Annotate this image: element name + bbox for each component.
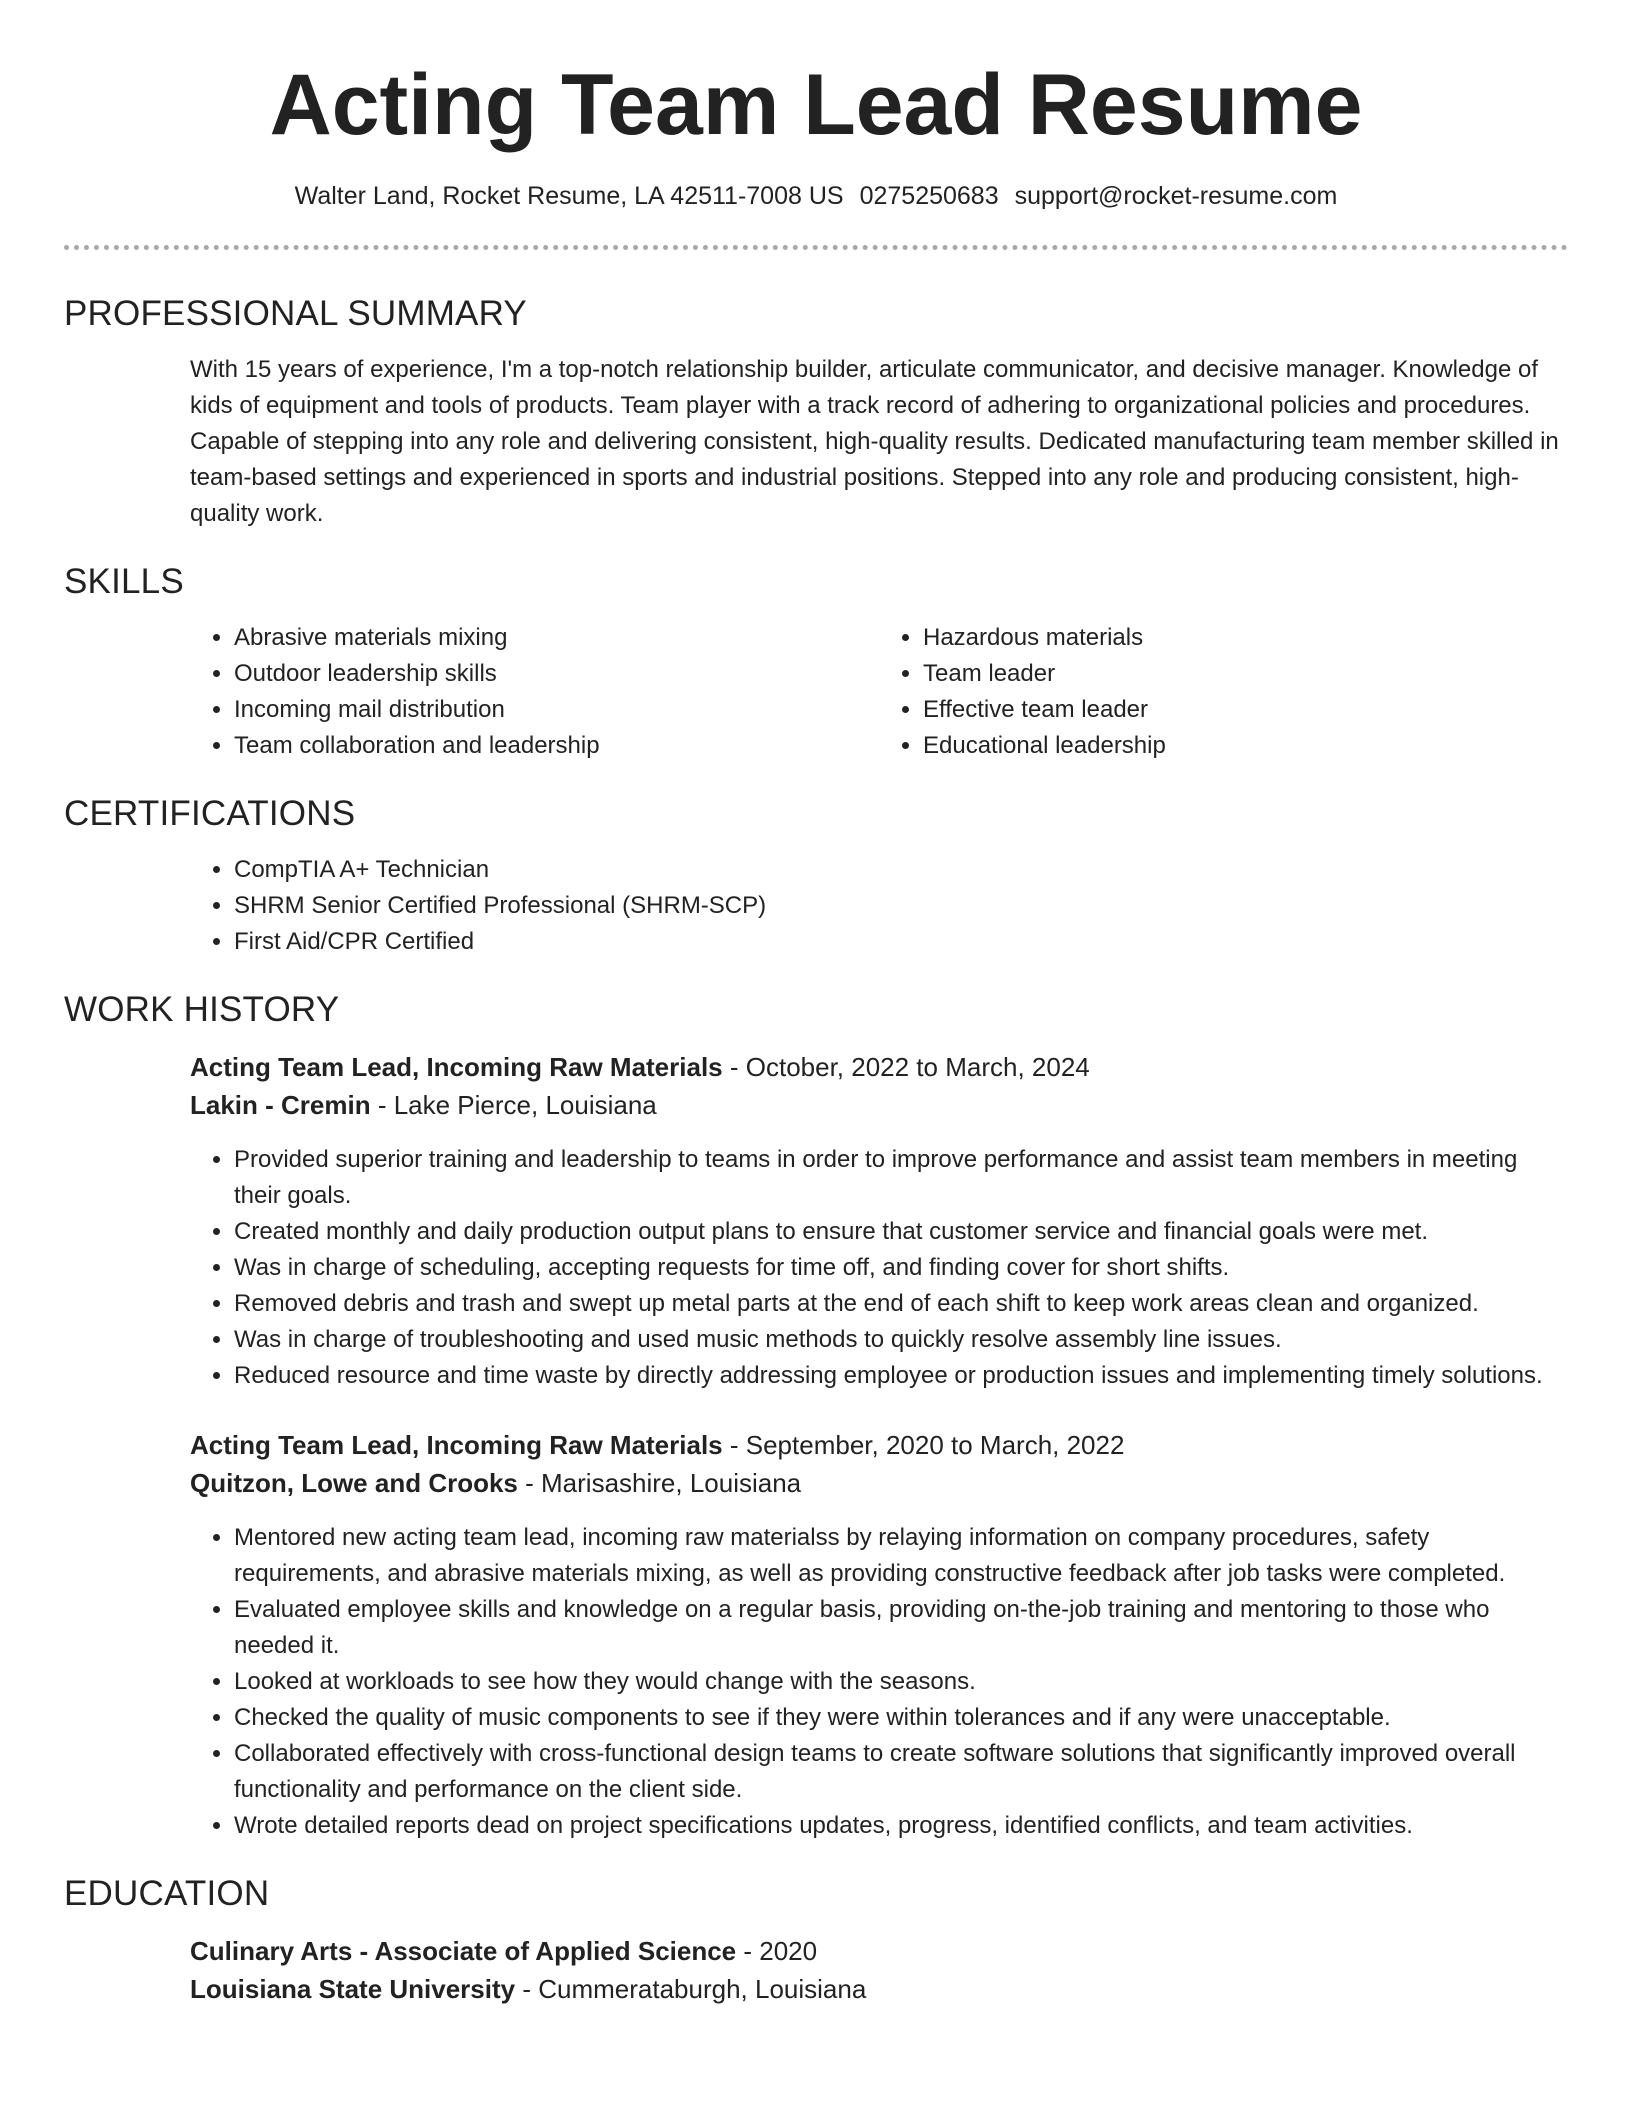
job-company-line: Lakin - Cremin - Lake Pierce, Louisiana bbox=[190, 1090, 657, 1120]
job-title: Acting Team Lead, Incoming Raw Materials bbox=[190, 1052, 723, 1082]
certifications-list bbox=[190, 852, 1568, 960]
list-item: • Checked the quality of music components to see if they were within tolerances and if any were unacceptable. bbox=[234, 1700, 1568, 1736]
skills-heading: SKILLS bbox=[64, 562, 184, 601]
education-year: 2020 bbox=[759, 1936, 818, 1966]
list-item: • Created monthly and daily production output plans to ensure that customer service and financial goals were met. bbox=[234, 1214, 1568, 1250]
list-item: • Outdoor leadership skills bbox=[234, 656, 879, 692]
job-entry bbox=[64, 1048, 1568, 1394]
job-dates: October, 2022 to March, 2024 bbox=[745, 1052, 1090, 1082]
contact-line bbox=[64, 182, 1568, 211]
list-item: • Was in charge of scheduling, accepting requests for time off, and finding cover for short shifts. bbox=[234, 1250, 1568, 1286]
list-item: • Team collaboration and leadership bbox=[234, 728, 879, 764]
list-item: • Looked at workloads to see how they would change with the seasons. bbox=[234, 1664, 1568, 1700]
summary-section bbox=[64, 294, 1568, 532]
list-item: • Removed debris and trash and swept up metal parts at the end of each shift to keep work areas clean and organized. bbox=[234, 1286, 1568, 1322]
list-item: • Hazardous materials bbox=[923, 620, 1568, 656]
skills-list-left bbox=[190, 620, 879, 764]
list-item: • Team leader bbox=[923, 656, 1568, 692]
job-bullets bbox=[190, 1142, 1568, 1394]
list-item: • Incoming mail distribution bbox=[234, 692, 879, 728]
list-item: • Collaborated effectively with cross-functional design teams to create software solutions that significantly improved overall functionality and performance on the client side. bbox=[234, 1736, 1568, 1808]
education-degree-line: Culinary Arts - Associate of Applied Science - 2020 bbox=[190, 1936, 818, 1966]
list-item: • Educational leadership bbox=[923, 728, 1568, 764]
list-item: • SHRM Senior Certified Professional (SHRM-SCP) bbox=[234, 888, 1568, 924]
education-section bbox=[64, 1874, 1568, 2008]
job-dates: September, 2020 to March, 2022 bbox=[745, 1430, 1125, 1460]
list-item: • Wrote detailed reports dead on project specifications updates, progress, identified conflicts, and team activities. bbox=[234, 1808, 1568, 1844]
job-bullets bbox=[190, 1520, 1568, 1844]
job-company: Quitzon, Lowe and Crooks bbox=[190, 1468, 518, 1498]
certifications-section bbox=[64, 794, 1568, 960]
contact-address: Walter Land, Rocket Resume, LA 42511-7008 US bbox=[294, 182, 844, 210]
job-company: Lakin - Cremin bbox=[190, 1090, 371, 1120]
summary-text: With 15 years of experience, I'm a top-notch relationship builder, articulate communicator, and decisive manager. Knowledge of kids of equipment and tools of products. Team player with a track record of adhering to organizational policies and procedures. Capable of stepping into any role and delivering consistent, high-quality results. Dedicated manufacturing team member skilled in team-based settings and experienced in sports and industrial positions. Stepped into any role and producing consistent, high-quality work. bbox=[190, 356, 1559, 527]
job-title: Acting Team Lead, Incoming Raw Materials bbox=[190, 1430, 723, 1460]
job-title-line: Acting Team Lead, Incoming Raw Materials - October, 2022 to March, 2024 bbox=[190, 1052, 1090, 1082]
job-location: Marisashire, Louisiana bbox=[541, 1468, 802, 1498]
education-school-line: Louisiana State University - Cummerataburgh, Louisiana bbox=[190, 1974, 867, 2004]
work-section bbox=[64, 990, 1568, 1844]
education-heading: EDUCATION bbox=[64, 1874, 270, 1913]
work-heading: WORK HISTORY bbox=[64, 990, 340, 1029]
certifications-heading: CERTIFICATIONS bbox=[64, 794, 356, 833]
list-item: • Evaluated employee skills and knowledge on a regular basis, providing on-the-job training and mentoring to those who needed it. bbox=[234, 1592, 1568, 1664]
education-location: Cummerataburgh, Louisiana bbox=[538, 1974, 867, 2004]
header-divider bbox=[64, 245, 1568, 250]
list-item: • Mentored new acting team lead, incoming raw materialss by relaying information on company procedures, safety requirements, and abrasive materials mixing, as well as providing constructive feedback after job tasks were completed. bbox=[234, 1520, 1568, 1592]
education-school: Louisiana State University bbox=[190, 1974, 516, 2004]
list-item: • Reduced resource and time waste by directly addressing employee or production issues and implementing timely solutions. bbox=[234, 1358, 1568, 1394]
certifications-body bbox=[64, 852, 1568, 960]
skills-columns bbox=[64, 620, 1568, 764]
list-item: • Provided superior training and leadership to teams in order to improve performance and assist team members in meeting their goals. bbox=[234, 1142, 1568, 1214]
education-degree: Culinary Arts - Associate of Applied Science bbox=[190, 1936, 737, 1966]
contact-phone: 0275250683 bbox=[859, 182, 999, 210]
skills-section bbox=[64, 562, 1568, 764]
job-location: Lake Pierce, Louisiana bbox=[393, 1090, 657, 1120]
list-item: • First Aid/CPR Certified bbox=[234, 924, 1568, 960]
job-company-line: Quitzon, Lowe and Crooks - Marisashire, Louisiana bbox=[190, 1468, 802, 1498]
job-entry bbox=[64, 1426, 1568, 1844]
resume-title: Acting Team Lead Resume bbox=[269, 57, 1363, 153]
list-item: • Abrasive materials mixing bbox=[234, 620, 879, 656]
list-item: • Was in charge of troubleshooting and used music methods to quickly resolve assembly line issues. bbox=[234, 1322, 1568, 1358]
summary-heading: PROFESSIONAL SUMMARY bbox=[64, 294, 527, 333]
job-title-line: Acting Team Lead, Incoming Raw Materials - September, 2020 to March, 2022 bbox=[190, 1430, 1125, 1460]
list-item: • CompTIA A+ Technician bbox=[234, 852, 1568, 888]
contact-email: support@rocket-resume.com bbox=[1014, 182, 1338, 210]
education-entry bbox=[64, 1932, 1568, 2008]
skills-list-right bbox=[879, 620, 1568, 764]
list-item: • Effective team leader bbox=[923, 692, 1568, 728]
